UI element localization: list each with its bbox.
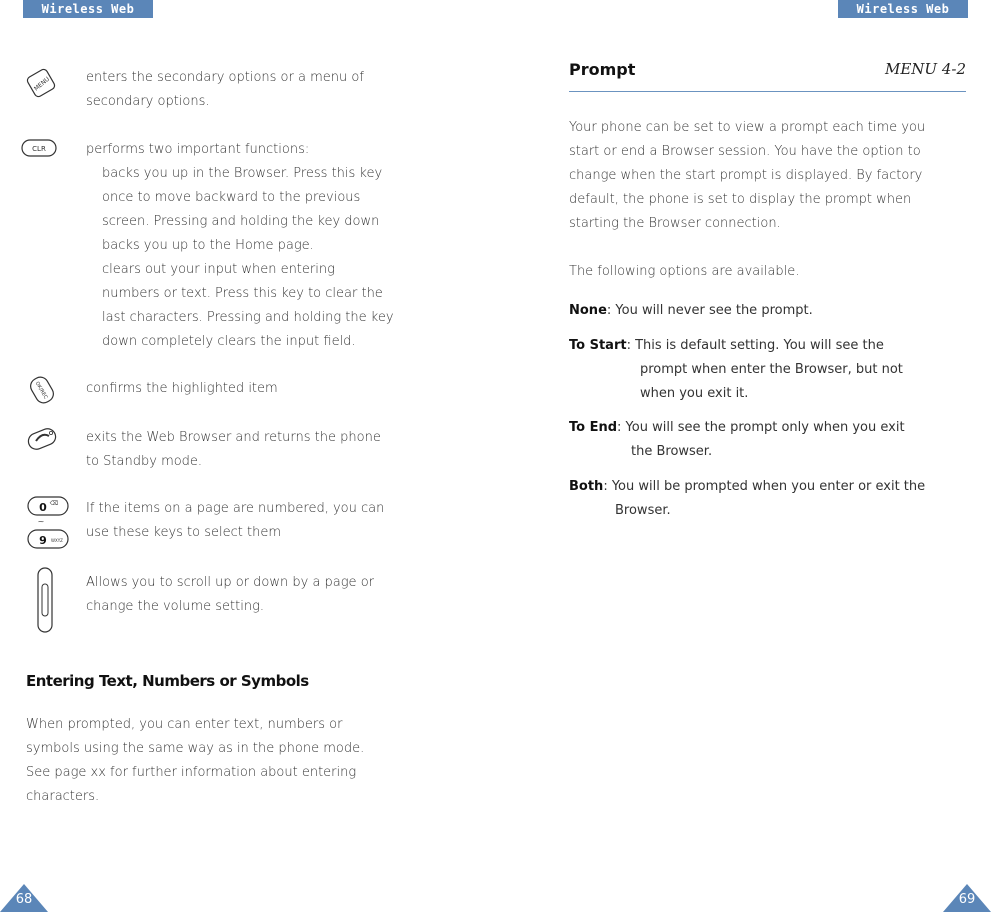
clr-key-description <box>86 138 394 354</box>
text-line: starting the Browser connection. <box>569 216 781 231</box>
volume-key-icon <box>36 566 54 634</box>
nine-key-label: 9 <box>39 534 47 547</box>
text-line: last characters. Pressing and holding the key <box>102 310 394 325</box>
text-line: backs you up to the Home page. <box>102 238 314 253</box>
options-intro: The following options are available. <box>569 264 800 279</box>
page-number-right <box>943 882 991 912</box>
option-label: To End <box>569 420 618 435</box>
number-keys-description <box>86 497 384 545</box>
header-tab-left: Wireless Web <box>23 0 153 18</box>
svg-text:⌫: ⌫ <box>49 500 59 507</box>
option-text: : You will be prompted when you enter or exit the <box>603 479 926 494</box>
text-line: confirms the highlighted item <box>86 381 278 396</box>
text-line: down completely clears the input field. <box>102 334 356 349</box>
title-divider <box>569 91 966 92</box>
text-line: When prompted, you can enter text, numbers or <box>26 717 343 732</box>
ok-key-label: OK/REC <box>33 380 49 401</box>
option-label: Both <box>569 479 604 494</box>
ok-key-icon <box>28 373 56 407</box>
option-to-start <box>569 334 903 406</box>
page-number-text: 68 <box>15 892 33 907</box>
text-line: Your phone can be set to view a prompt each time you <box>569 120 926 135</box>
text-line: enters the secondary options or a menu of <box>86 70 364 85</box>
text-line: start or end a Browser session. You have the option to <box>569 144 921 159</box>
text-line: exits the Web Browser and returns the phone <box>86 430 381 445</box>
menu-key-label: MENU <box>32 75 52 93</box>
text-line: numbers or text. Press this key to clear the <box>102 286 383 301</box>
text-line: backs you up in the Browser. Press this key <box>102 166 383 181</box>
volume-key-description <box>86 571 374 619</box>
menu-reference: MENU 4-2 <box>885 60 966 78</box>
page-number-left <box>0 882 48 912</box>
menu-key-description <box>86 66 364 114</box>
option-text: : You will see the prompt only when you exit <box>617 420 905 435</box>
option-none <box>569 299 813 323</box>
text-line: characters. <box>26 789 100 804</box>
option-text: : You will never see the prompt. <box>606 303 813 318</box>
menu-key-icon <box>26 66 56 100</box>
option-text: : This is default setting. You will see the <box>626 338 884 353</box>
end-key-icon <box>24 424 60 454</box>
text-line: change the volume setting. <box>86 599 265 614</box>
text-line: change when the start prompt is displayed. By factory <box>569 168 923 183</box>
option-to-end <box>569 416 905 464</box>
text-line: screen. Pressing and holding the key down <box>102 214 380 229</box>
svg-text:WXYZ: WXYZ <box>51 538 63 543</box>
number-keys-icon <box>26 494 72 554</box>
text-line: If the items on a page are numbered, you can <box>86 501 385 516</box>
text-line: use these keys to select them <box>86 525 281 540</box>
text-line: performs two important functions: <box>86 142 310 157</box>
option-text: when you exit it. <box>640 386 749 401</box>
option-label: To Start <box>569 338 627 353</box>
text-line: default, the phone is set to display the prompt when <box>569 192 912 207</box>
section-title-entering-text: Entering Text, Numbers or Symbols <box>26 672 309 690</box>
text-line: symbols using the same way as in the phone mode. <box>26 741 365 756</box>
section-body <box>26 713 364 809</box>
svg-text:~: ~ <box>37 517 45 526</box>
option-text: Browser. <box>615 503 671 518</box>
end-key-description <box>86 426 381 474</box>
text-line: Allows you to scroll up or down by a page or <box>86 575 374 590</box>
text-line: See page xx for further information about entering <box>26 765 357 780</box>
page-title-prompt: Prompt <box>569 60 636 79</box>
option-text: prompt when enter the Browser, but not <box>640 362 903 377</box>
option-text: the Browser. <box>631 444 713 459</box>
page-number-text: 69 <box>958 892 976 907</box>
clr-key-label: CLR <box>32 145 46 153</box>
text-line: clears out your input when entering <box>102 262 335 277</box>
option-label: None <box>569 303 607 318</box>
zero-key-label: 0 <box>39 501 47 514</box>
text-line: once to move backward to the previous <box>102 190 361 205</box>
ok-key-description <box>86 377 278 401</box>
prompt-intro <box>569 116 925 236</box>
clr-key-icon <box>20 137 58 159</box>
text-line: secondary options. <box>86 94 210 109</box>
option-both <box>569 475 925 523</box>
text-line: to Standby mode. <box>86 454 203 469</box>
header-tab-right: Wireless Web <box>838 0 968 18</box>
